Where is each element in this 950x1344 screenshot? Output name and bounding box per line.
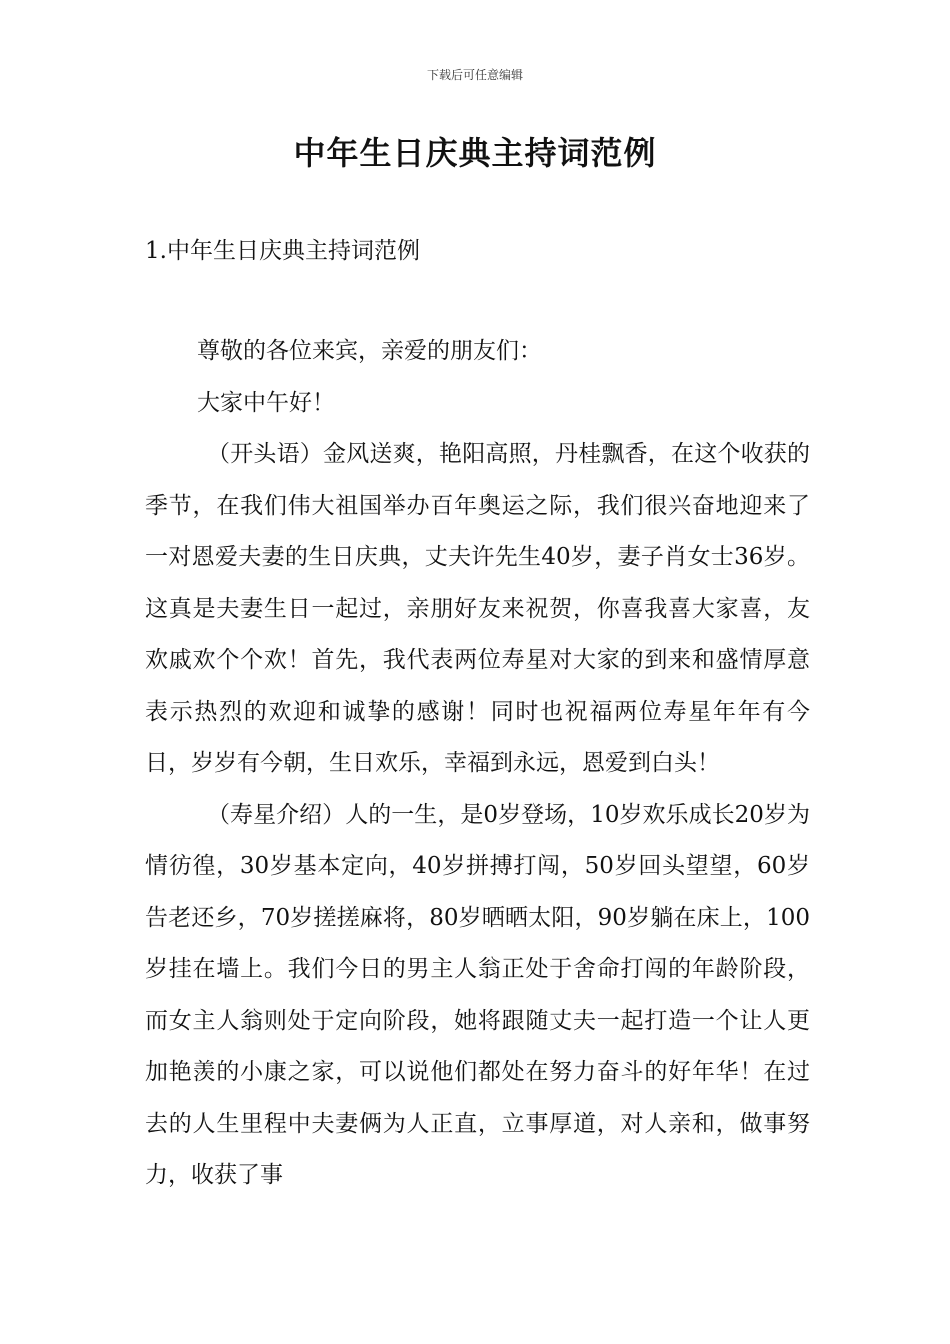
body-text xyxy=(145,326,810,1202)
introduction-paragraph: （寿星介绍）人的一生，是0岁登场，10岁欢乐成长20岁为情彷徨，30岁基本定向，40岁拼搏打闯，50岁回头望望，60岁告老还乡，70岁搓搓麻将，80岁晒晒太阳，90岁躺在床上，100岁挂在墙上。我们今日的男主人翁正处于舍命打闯的年龄阶段，而女主人翁则处于定向阶段，她将跟随丈夫一起打造一个让人更加艳羡的小康之家，可以说他们都处在努力奋斗的好年华！在过去的人生里程中夫妻俩为人正直，立事厚道，对人亲和，做事努力，收获了事 xyxy=(145,801,810,1188)
section-heading: 1.中年生日庆典主持词范例 xyxy=(145,238,420,264)
opening-paragraph: （开头语）金风送爽，艳阳高照，丹桂飘香，在这个收获的季节，在我们伟大祖国举办百年奥运之际，我们很兴奋地迎来了一对恩爱夫妻的生日庆典，丈夫许先生40岁，妻子肖女士36岁。这真是夫妻生日一起过，亲朋好友来祝贺，你喜我喜大家喜，友欢戚欢个个欢！首先，我代表两位寿星对大家的到来和盛情厚意表示热烈的欢迎和诚挚的感谢！同时也祝福两位寿星年年有今日，岁岁有今朝，生日欢乐，幸福到永远，恩爱到白头！ xyxy=(145,441,810,776)
salutation-paragraph: 尊敬的各位来宾，亲爱的朋友们： xyxy=(197,338,542,364)
greeting-paragraph: 大家中午好！ xyxy=(197,389,335,416)
header-note: 下载后可任意编辑 xyxy=(426,68,523,82)
document-title: 中年生日庆典主持词范例 xyxy=(293,134,657,172)
